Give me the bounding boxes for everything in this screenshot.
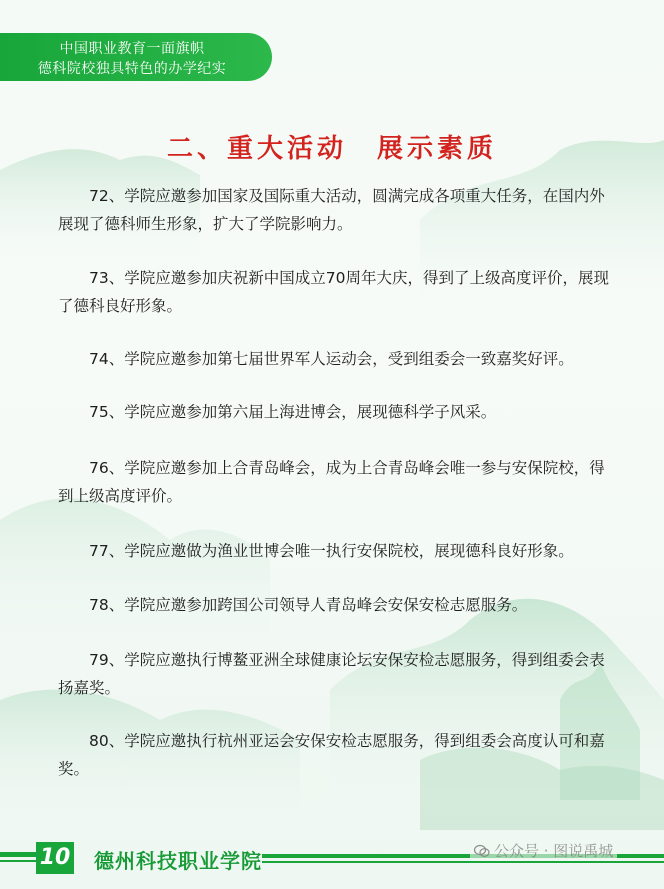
footer-divider-right-thin: [262, 861, 664, 863]
page-number: 10: [36, 842, 74, 874]
watermark: [470, 840, 617, 861]
list-item: 74、学院应邀参加第七届世界军人运动会，受到组委会一致嘉奖好评。: [89, 350, 574, 368]
header-line-1: 中国职业教育一面旗帜: [59, 41, 205, 57]
list-item: 77、学院应邀做为渔业世博会唯一执行安保院校，展现德科良好形象。: [89, 542, 574, 560]
list-item: 75、学院应邀参加第六届上海进博会，展现德科学子风采。: [89, 403, 497, 421]
header-banner: [0, 33, 272, 81]
list-item: 76、学院应邀参加上合青岛峰会，成为上合青岛峰会唯一参与安保院校，得到上级高度评价。: [58, 459, 605, 505]
footer-divider-left: [0, 852, 36, 857]
section-title: 二、重大活动 展示素质: [166, 134, 497, 164]
list-item: 73、学院应邀参加庆祝新中国成立70周年大庆，得到了上级高度评价，展现了德科良好形象。: [58, 269, 609, 315]
list-item: 78、学院应邀参加跨国公司领导人青岛峰会安保安检志愿服务。: [89, 596, 528, 614]
wechat-icon: [474, 844, 490, 858]
list-item: 79、学院应邀执行博鳌亚洲全球健康论坛安保安检志愿服务，得到组委会表扬嘉奖。: [58, 651, 605, 697]
school-name: 德州科技职业学院: [94, 849, 262, 873]
footer: [0, 828, 664, 889]
footer-divider-left-thin: [0, 860, 36, 862]
list-item: 72、学院应邀参加国家及国际重大活动，圆满完成各项重大任务，在国内外展现了德科师生形象，扩大了学院影响力。: [58, 187, 605, 233]
header-line-2: 德科院校独具特色的办学纪实: [37, 61, 227, 77]
watermark-text: 公众号 · 图说禹城: [494, 842, 614, 860]
list-item: 80、学院应邀执行杭州亚运会安保安检志愿服务，得到组委会高度认可和嘉奖。: [58, 732, 605, 778]
